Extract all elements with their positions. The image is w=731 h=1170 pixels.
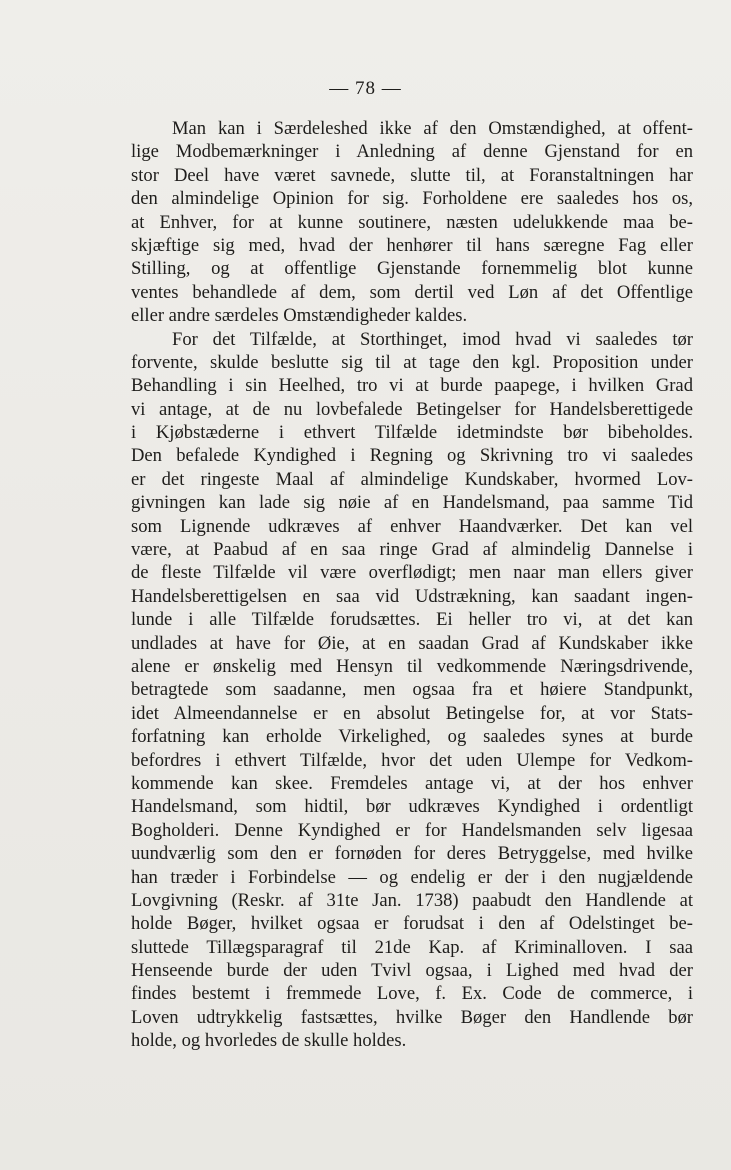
text-line: forvente, skulde beslutte sig til at tage den kgl. Proposition under [131,351,693,373]
text-line: idet Almeendannelse er en absolut Betingelse for, at vor Stats- [131,702,693,724]
text-line: i Kjøbstæderne i ethvert Tilfælde idetmindste bør bibeholdes. [131,422,693,444]
text-line: være, at Paabud af en saa ringe Grad af almindelig Dannelse i [131,539,693,561]
text-line: vi antage, at de nu lovbefalede Betingelser for Handelsberettigede [131,398,693,420]
text-line: ventes behandlede af dem, som dertil ved Løn af det Offentlige [131,281,693,303]
text-line: findes bestemt i fremmede Love, f. Ex. Code de commerce, i [131,983,693,1005]
text-line: Behandling i sin Heelhed, tro vi at burde paapege, i hvilken Grad [131,375,693,397]
page-number: — 78 — [329,78,402,99]
text-line: forfatning kan erholde Virkelighed, og saaledes synes at burde [131,726,693,748]
text-line: Henseende burde der uden Tvivl ogsaa, i Lighed med hvad der [131,960,693,982]
text-line: Loven udtrykkelig fastsættes, hvilke Bøger den Handlende bør [131,1006,693,1028]
text-line: Man kan i Særdeleshed ikke af den Omstændighed, at offent- [172,118,693,139]
text-line: skjæftige sig med, hvad der henhører til hans særegne Fag eller [131,234,693,256]
body-text [131,117,693,1053]
text-line: han træder i Forbindelse — og endelig er der i den nugjældende [131,866,693,888]
text-line: givningen kan lade sig nøie af en Handelsmand, paa samme Tid [131,492,693,514]
text-line: som Lignende udkræves af enhver Haandværker. Det kan vel [131,515,693,537]
text-line: at Enhver, for at kunne soutinere, næsten udelukkende maa be- [131,211,693,233]
text-line: alene er ønskelig med Hensyn til vedkommende Næringsdrivende, [131,655,693,677]
text-line: holde, og hvorledes de skulle holdes. [131,1030,407,1052]
text-line: For det Tilfælde, at Storthinget, imod hvad vi saaledes tør [172,328,693,350]
text-line: befordres i ethvert Tilfælde, hvor det uden Ulempe for Vedkom- [131,749,693,771]
text-line: de fleste Tilfælde vil være overflødigt; men naar man ellers giver [131,562,693,584]
text-line: Handelsberettigelsen en saa vid Udstrækning, kan saadant ingen- [131,585,693,607]
text-line: Den befalede Kyndighed i Regning og Skrivning tro vi saaledes [131,445,693,467]
text-line: uundværlig som den er fornøden for deres Betryggelse, med hvilke [131,843,693,865]
text-line: er det ringeste Maal af almindelige Kundskaber, hvormed Lov- [131,468,693,490]
text-line: lunde i alle Tilfælde forudsættes. Ei heller tro vi, at det kan [131,609,693,631]
text-line: stor Deel have været savnede, slutte til, at Foranstaltningen har [131,164,693,186]
text-line: eller andre særdeles Omstændigheder kaldes. [131,305,468,327]
text-line: holde Bøger, hvilket ogsaa er forudsat i den af Odelstinget be- [131,913,693,935]
text-line: sluttede Tillægsparagraf til 21de Kap. af Kriminalloven. I saa [131,936,693,958]
text-line: Stilling, og at offentlige Gjenstande fornemmelig blot kunne [131,258,693,280]
text-line: kommende kan skee. Fremdeles antage vi, at der hos enhver [131,772,693,794]
text-line: lige Modbemærkninger i Anledning af denne Gjenstand for en [131,141,693,163]
text-line: den almindelige Opinion for sig. Forholdene ere saaledes hos os, [131,188,693,210]
text-line: undlades at have for Øie, at en saadan Grad af Kundskaber ikke [131,632,693,654]
text-line: Handelsmand, som hidtil, bør udkræves Kyndighed i ordentligt [131,796,693,818]
text-line: Bogholderi. Denne Kyndighed er for Handelsmanden selv ligesaa [131,819,693,841]
text-line: betragtede som saadanne, men ogsaa fra et høiere Standpunkt, [131,679,693,701]
text-line: Lovgivning (Reskr. af 31te Jan. 1738) paabudt den Handlende at [131,889,693,911]
